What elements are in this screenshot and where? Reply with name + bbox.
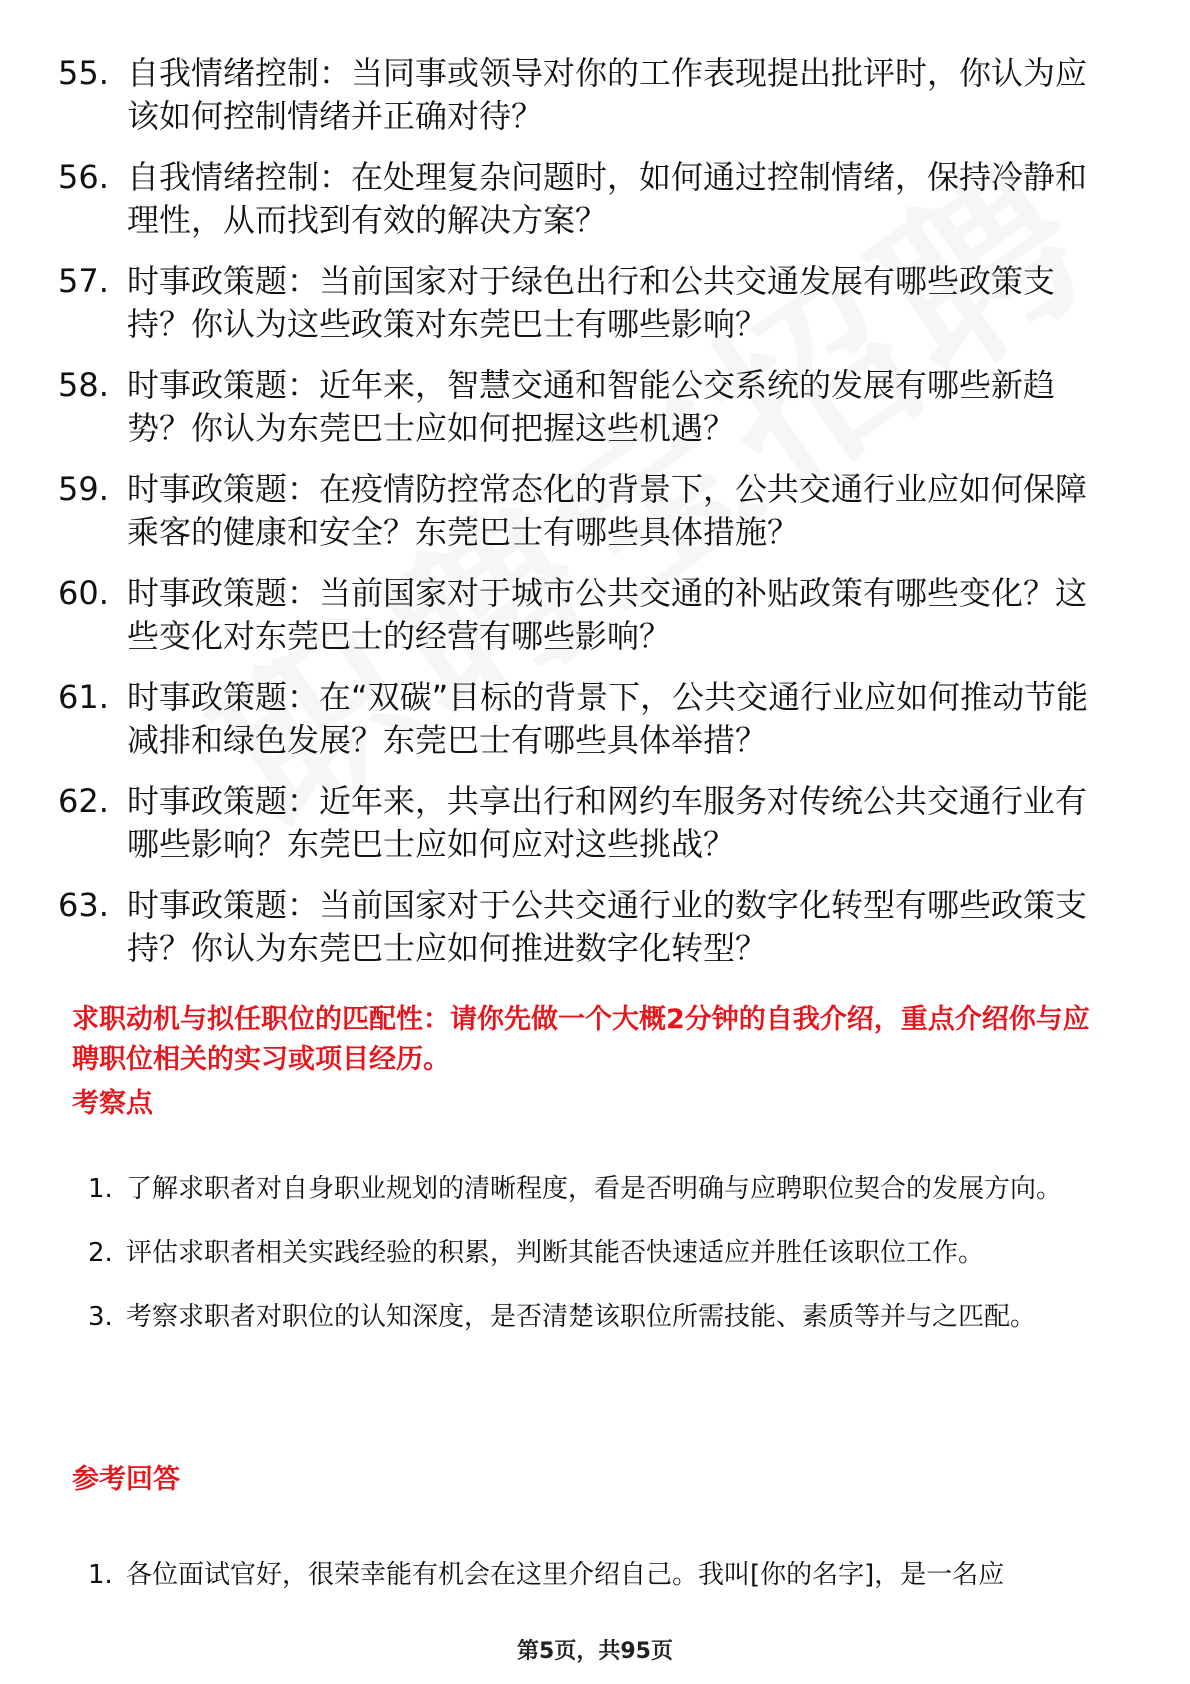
answer-list — [0, 1546, 1190, 1604]
point-text: 了解求职者对自身职业规划的清晰程度，看是否明确与应聘职位契合的发展方向。 — [126, 1174, 1063, 1204]
question-number: 60. — [58, 574, 109, 612]
question-list — [0, 52, 1190, 988]
point-text: 评估求职者相关实践经验的积累，判断其能否快速适应并胜任该职位工作。 — [126, 1238, 985, 1268]
question-text: 时事政策题：当前国家对于绿色出行和公共交通发展有哪些政策支持？你认为这些政策对东莞巴士有哪些影响？ — [127, 262, 1056, 343]
answer-text: 各位面试官好，很荣幸能有机会在这里介绍自己。我叫[你的名字]，是一名应 — [126, 1560, 1005, 1590]
point-text: 考察求职者对职位的认知深度，是否清楚该职位所需技能、素质等并与之匹配。 — [126, 1302, 1037, 1332]
point-item — [0, 1288, 1116, 1346]
points-list — [0, 1160, 1190, 1346]
question-number: 56. — [58, 158, 109, 196]
question-number: 61. — [58, 678, 109, 716]
point-number: 3. — [88, 1302, 113, 1332]
question-text: 时事政策题：在疫情防控常态化的背景下，公共交通行业应如何保障乘客的健康和安全？东莞巴士有哪些具体措施？ — [127, 470, 1088, 551]
question-text: 时事政策题：当前国家对于公共交通行业的数字化转型有哪些政策支持？你认为东莞巴士应如何推进数字化转型？ — [127, 886, 1088, 967]
question-number: 55. — [58, 54, 109, 92]
question-text: 时事政策题：当前国家对于城市公共交通的补贴政策有哪些变化？这些变化对东莞巴士的经营有哪些影响？ — [127, 574, 1088, 655]
question-number: 62. — [58, 782, 109, 820]
question-item — [0, 572, 1107, 658]
section-title: 求职动机与拟任职位的匹配性：请你先做一个大概2分钟的自我介绍，重点介绍你与应聘职位相关的实习或项目经历。 — [72, 1004, 1090, 1075]
question-item — [0, 156, 1107, 242]
answer-number: 1. — [88, 1560, 113, 1590]
question-text: 时事政策题：在“双碳”目标的背景下，公共交通行业应如何推动节能减排和绿色发展？东莞巴士有哪些具体举措？ — [127, 678, 1089, 759]
question-number: 63. — [58, 886, 109, 924]
question-number: 59. — [58, 470, 109, 508]
answer-heading: 参考回答 — [72, 1464, 180, 1495]
question-item — [0, 52, 1107, 138]
question-item — [0, 468, 1107, 554]
question-text: 自我情绪控制：当同事或领导对你的工作表现提出批评时，你认为应该如何控制情绪并正确对待？ — [127, 54, 1088, 135]
point-number: 2. — [88, 1238, 113, 1268]
answer-item — [0, 1546, 1116, 1604]
question-number: 58. — [58, 366, 109, 404]
points-heading: 考察点 — [72, 1088, 153, 1119]
question-number: 57. — [58, 262, 109, 300]
point-number: 1. — [88, 1174, 113, 1204]
question-item — [0, 364, 1107, 450]
page-footer: 第5页，共95页 — [517, 1639, 673, 1664]
question-item — [0, 260, 1107, 346]
question-text: 时事政策题：近年来，共享出行和网约车服务对传统公共交通行业有哪些影响？东莞巴士应如何应对这些挑战？ — [127, 782, 1088, 863]
question-item — [0, 676, 1107, 762]
point-item — [0, 1224, 1116, 1282]
question-text: 时事政策题：近年来，智慧交通和智能公交系统的发展有哪些新趋势？你认为东莞巴士应如何把握这些机遇？ — [127, 366, 1056, 447]
question-item — [0, 780, 1107, 866]
question-item — [0, 884, 1107, 970]
question-text: 自我情绪控制：在处理复杂问题时，如何通过控制情绪，保持冷静和理性，从而找到有效的解决方案？ — [127, 158, 1088, 239]
point-item — [0, 1160, 1116, 1218]
